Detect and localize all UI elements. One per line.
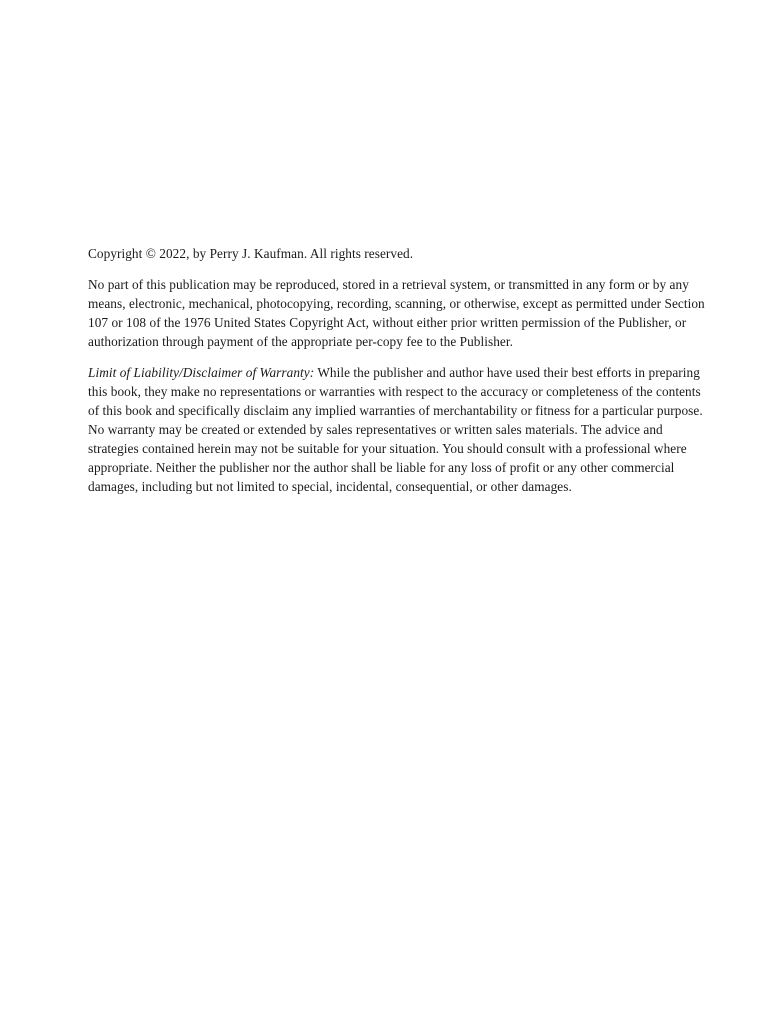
reproduction-notice: No part of this publication may be reproduced, stored in a retrieval system, or transmitted in any form or by any means, electronic, mechanical, photocopying, recording, scanning, or otherwise, except as permitted under Section 107 or 108 of the 1976 United States Copyright Act, without either prior written permission of the Publisher, or authorization through payment of the appropriate per-copy fee to the Publisher.: [88, 277, 705, 349]
copyright-block: [88, 244, 713, 508]
disclaimer-text: While the publisher and author have used their best efforts in preparing this book, they make no representations or warranties with respect to the accuracy or completeness of the contents of this book and specifically disclaim any implied warranties of merchantability or fitness for a particular purpose. No warranty may be created or extended by sales representatives or written sales materials. The advice and strategies contained herein may not be suitable for your situation. You should consult with a professional where appropriate. Neither the publisher nor the author shall be liable for any loss of profit or any other commercial damages, including but not limited to special, incidental, consequential, or other damages.: [88, 365, 703, 494]
disclaimer-paragraph: [88, 363, 713, 496]
copyright-line: Copyright © 2022, by Perry J. Kaufman. All rights reserved.: [88, 246, 414, 261]
disclaimer-heading: Limit of Liability/Disclaimer of Warranty:: [88, 365, 315, 380]
